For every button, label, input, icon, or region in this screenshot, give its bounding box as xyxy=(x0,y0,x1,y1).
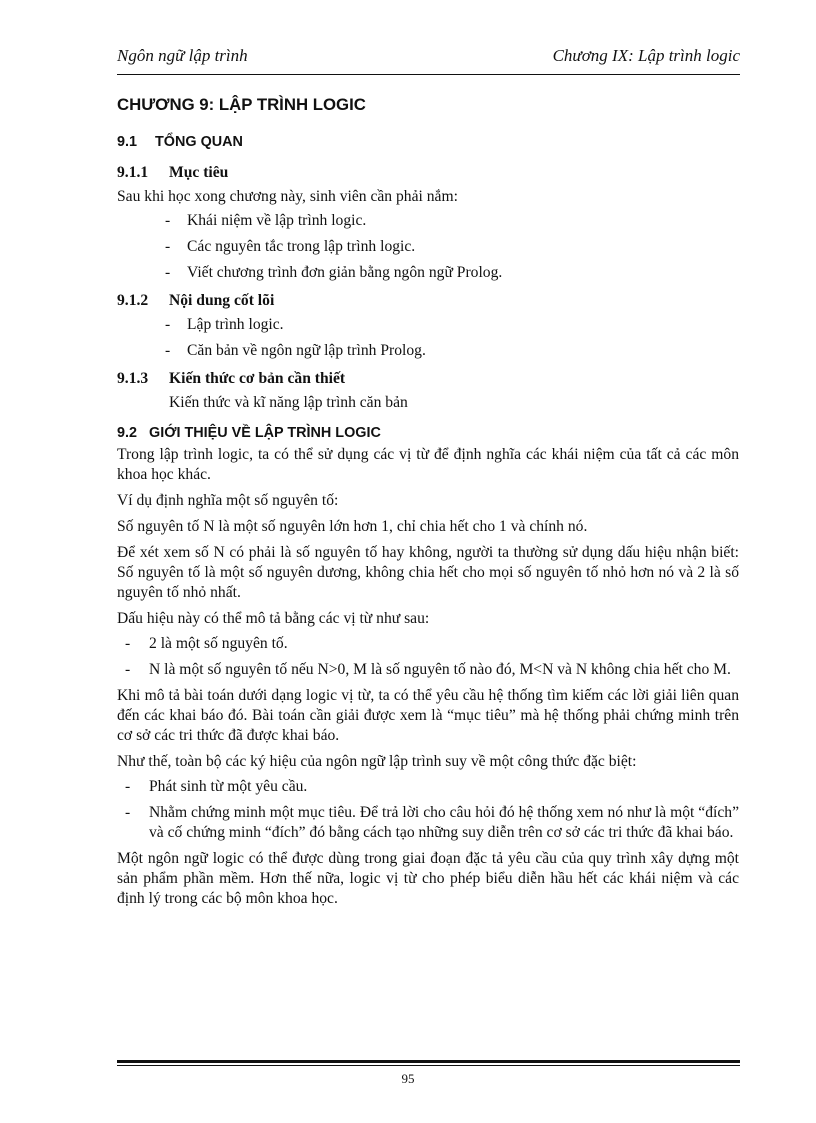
paragraph: Ví dụ định nghĩa một số nguyên tố: xyxy=(117,492,339,509)
section-title: TỔNG QUAN xyxy=(155,134,243,150)
list-item xyxy=(117,263,739,283)
list-item xyxy=(117,315,739,335)
list-item xyxy=(117,634,739,654)
list-dash: - xyxy=(165,212,171,229)
list-item xyxy=(117,211,739,231)
paragraph: Trong lập trình logic, ta có thể sử dụng các vị từ để định nghĩa các khái niệm của tất cả các môn khoa học khác. xyxy=(117,446,739,483)
list-item xyxy=(117,341,739,361)
list-item xyxy=(117,660,739,680)
section-heading-9-2 xyxy=(117,423,739,443)
list-dash: - xyxy=(165,238,171,255)
header-chapter-title: Chương IX: Lập trình logic xyxy=(552,46,740,65)
list-item-text: Nhằm chứng minh một mục tiêu. Để trả lời cho câu hỏi đó hệ thống xem nó như là một “đích” và cố chứng minh “đích” đó bằng cách tạo những suy diễn trên cơ sở các tri thức đã khai báo. xyxy=(149,804,739,841)
section-number: 9.1 xyxy=(117,134,138,150)
list-item xyxy=(117,803,739,843)
formula-list xyxy=(117,777,739,843)
list-item-text: Lập trình logic. xyxy=(187,316,284,333)
subsection-number: 9.1.3 xyxy=(117,370,149,387)
list-item-text: N là một số nguyên tố nếu N>0, M là số nguyên tố nào đó, M<N và N không chia hết cho M. xyxy=(149,661,731,678)
subsection-number: 9.1.2 xyxy=(117,292,149,309)
subsection-heading-9-1-3 xyxy=(117,369,739,389)
subsection-title: Nội dung cốt lõi xyxy=(169,292,275,309)
page-header xyxy=(117,46,740,74)
list-dash: - xyxy=(125,778,131,795)
section-number: 9.2 xyxy=(117,425,138,441)
paragraph: Sau khi học xong chương này, sinh viên cần phải nắm: xyxy=(117,188,458,205)
objectives-list xyxy=(117,211,739,283)
header-rule xyxy=(117,74,740,75)
page-number: 95 xyxy=(401,1071,415,1086)
paragraph: Dấu hiệu này có thể mô tả bằng các vị từ như sau: xyxy=(117,610,430,627)
core-content-list xyxy=(117,315,739,361)
paragraph: Kiến thức và kĩ năng lập trình căn bản xyxy=(169,394,408,411)
paragraph: Khi mô tả bài toán dưới dạng logic vị từ, ta có thể yêu cầu hệ thống tìm kiếm các lời giải liên quan đến các khai báo đó. Bài toán cần giải được xem là “mục tiêu” mà hệ thống phải chứng minh trên cơ sở các tri thức đã được khai báo. xyxy=(117,687,739,744)
list-dash: - xyxy=(165,316,171,333)
list-item xyxy=(117,237,739,257)
list-dash: - xyxy=(125,661,131,678)
paragraph: Để xét xem số N có phải là số nguyên tố hay không, người ta thường sử dụng dấu hiệu nhận biết: Số nguyên tố là một số nguyên dương, không chia hết cho mọi số nguyên tố nhỏ hơn nó và 2 là số nguyên tố nhỏ nhất. xyxy=(117,544,739,601)
list-item-text: 2 là một số nguyên tố. xyxy=(149,635,288,652)
paragraph: Số nguyên tố N là một số nguyên lớn hơn 1, chỉ chia hết cho 1 và chính nó. xyxy=(117,518,588,535)
chapter-title: CHƯƠNG 9: LẬP TRÌNH LOGIC xyxy=(117,95,366,114)
prime-rules-list xyxy=(117,634,739,680)
list-dash: - xyxy=(125,635,131,652)
list-item-text: Các nguyên tắc trong lập trình logic. xyxy=(187,238,416,255)
paragraph: Một ngôn ngữ logic có thể được dùng trong giai đoạn đặc tả yêu cầu của quy trình xây dựng một sản phẩm phần mềm. Hơn thế nữa, logic vị từ cho phép biểu diễn hầu hết các khái niệm và các định lý trong các bộ môn khoa học. xyxy=(117,850,739,907)
header-book-title: Ngôn ngữ lập trình xyxy=(117,46,248,65)
subsection-number: 9.1.1 xyxy=(117,164,149,181)
subsection-heading-9-1-2 xyxy=(117,291,739,311)
list-item-text: Khái niệm về lập trình logic. xyxy=(187,212,367,229)
list-item-text: Viết chương trình đơn giản bằng ngôn ngữ Prolog. xyxy=(187,264,503,281)
list-item xyxy=(117,777,739,797)
list-item-text: Căn bản về ngôn ngữ lập trình Prolog. xyxy=(187,342,426,359)
footer-rule-thick xyxy=(117,1060,740,1063)
page-content xyxy=(117,92,739,909)
section-title: GIỚI THIỆU VỀ LẬP TRÌNH LOGIC xyxy=(149,425,381,441)
paragraph: Như thế, toàn bộ các ký hiệu của ngôn ngữ lập trình suy về một công thức đặc biệt: xyxy=(117,753,637,770)
subsection-heading-9-1-1 xyxy=(117,163,739,183)
list-item-text: Phát sinh từ một yêu cầu. xyxy=(149,778,308,795)
list-dash: - xyxy=(165,264,171,281)
list-dash: - xyxy=(125,804,131,821)
list-dash: - xyxy=(165,342,171,359)
section-heading-9-1 xyxy=(117,132,739,152)
footer-rule-thin xyxy=(117,1065,740,1066)
subsection-title: Kiến thức cơ bản cần thiết xyxy=(169,370,346,387)
subsection-title: Mục tiêu xyxy=(169,164,229,181)
